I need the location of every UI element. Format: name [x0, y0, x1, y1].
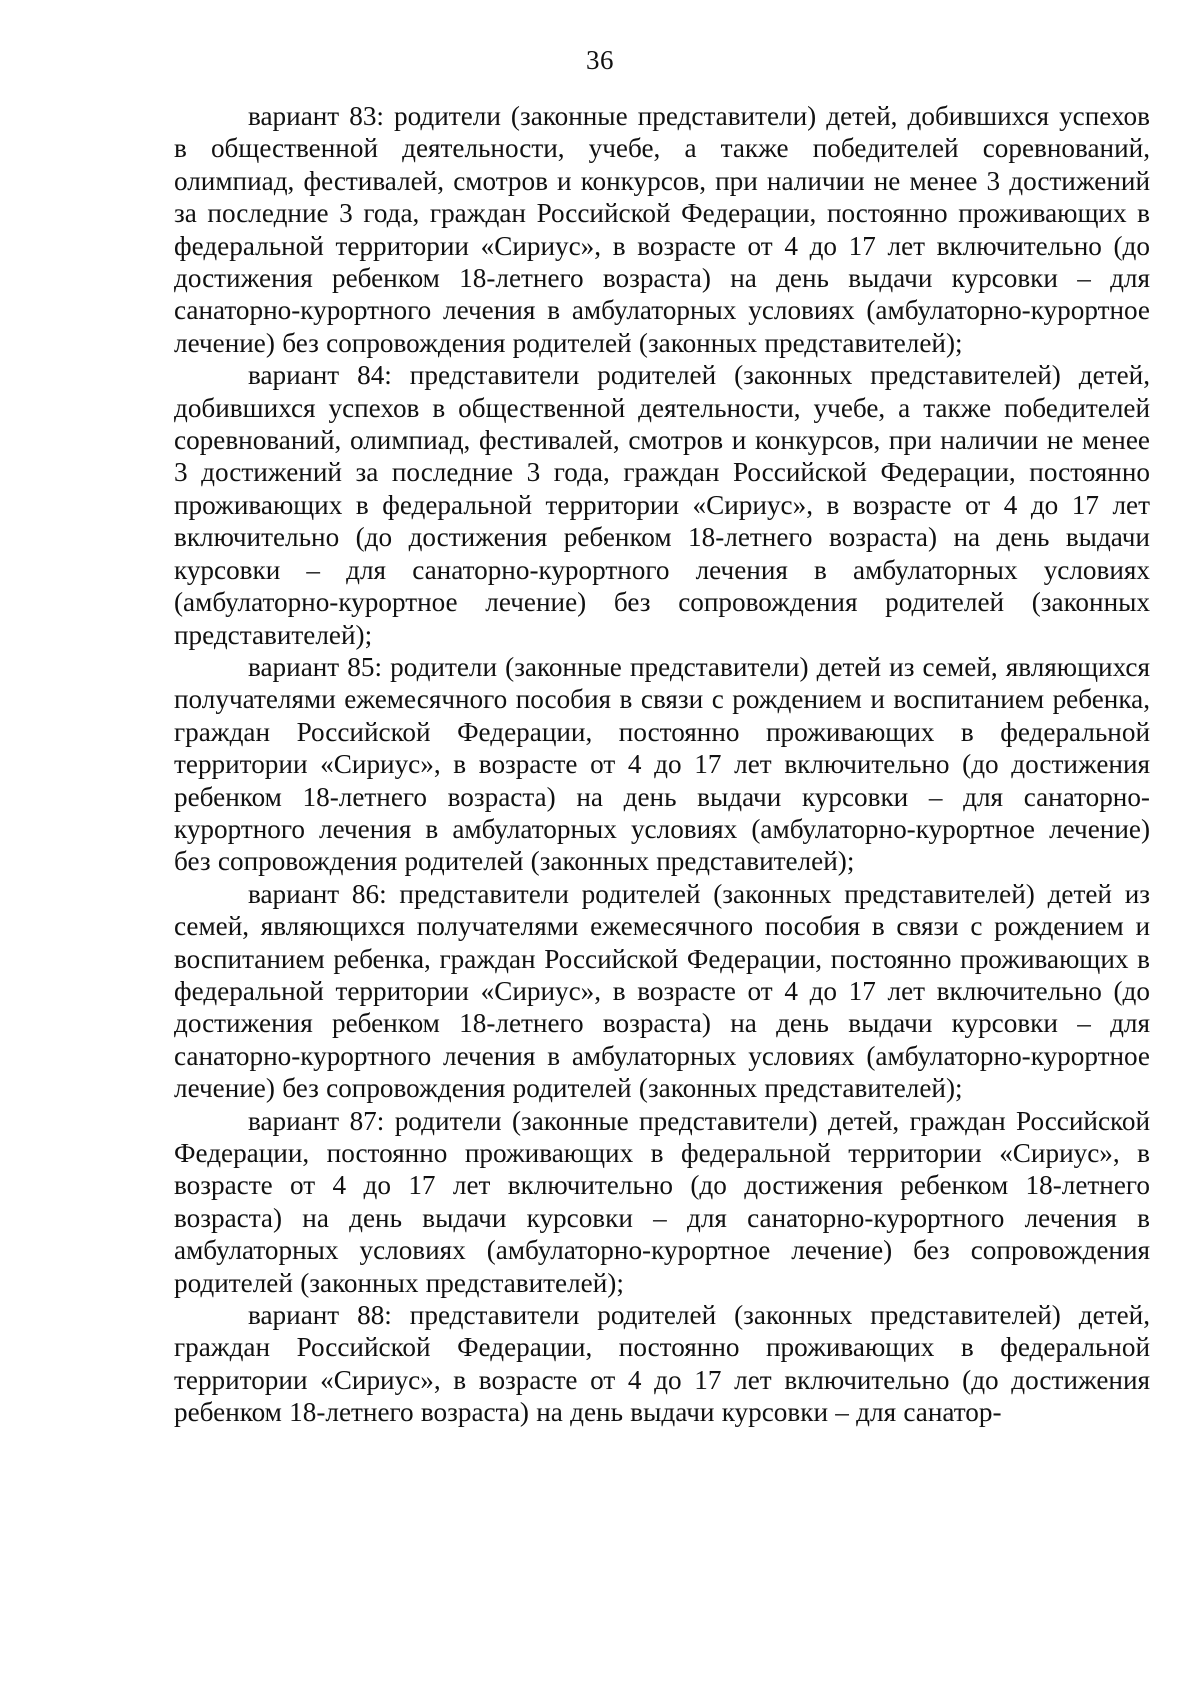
- paragraph-variant-87: вариант 87: родители (законные представители) детей, граждан Российской Федерации, постоянно проживающих в федеральной территории «Сириус», в возрасте от 4 до 17 лет включительно (до достижения ребенком 18-летнего возраста) на день выдачи курсовки – для санаторно-курортного лечения в амбулаторных условиях (амбулаторно-курортное лечение) без сопровождения родителей (законных представителей);: [174, 1105, 1150, 1298]
- paragraph-variant-86: вариант 86: представители родителей (законных представителей) детей из семей, являющихся получателями ежемесячного пособия в связи с рождением и воспитанием ребенка, граждан Российской Федерации, постоянно проживающих в федеральной территории «Сириус», в возрасте от 4 до 17 лет включительно (до достижения ребенком 18-летнего возраста) на день выдачи курсовки – для санаторно-курортного лечения в амбулаторных условиях (амбулаторно-курортное лечение) без сопровождения родителей (законных представителей);: [174, 878, 1150, 1104]
- paragraph-variant-85: вариант 85: родители (законные представители) детей из семей, являющихся получателями ежемесячного пособия в связи с рождением и воспитанием ребенка, граждан Российской Федерации, постоянно проживающих в федеральной территории «Сириус», в возрасте от 4 до 17 лет включительно (до достижения ребенком 18-летнего возраста) на день выдачи курсовки – для санаторно-курортного лечения в амбулаторных условиях (амбулаторно-курортное лечение) без сопровождения родителей (законных представителей);: [174, 651, 1150, 877]
- paragraph-variant-84: вариант 84: представители родителей (законных представителей) детей, добившихся успехов в общественной деятельности, учебе, а также победителей соревнований, олимпиад, фестивалей, смотров и конкурсов, при наличии не менее 3 достижений за последние 3 года, граждан Российской Федерации, постоянно проживающих в федеральной территории «Сириус», в возрасте от 4 до 17 лет включительно (до достижения ребенком 18-летнего возраста) на день выдачи курсовки – для санаторно-курортного лечения в амбулаторных условиях (амбулаторно-курортное лечение) без сопровождения родителей (законных представителей);: [174, 360, 1150, 650]
- paragraph-variant-88: вариант 88: представители родителей (законных представителей) детей, граждан Российской Федерации, постоянно проживающих в федеральной территории «Сириус», в возрасте от 4 до 17 лет включительно (до достижения ребенком 18-летнего возраста) на день выдачи курсовки – для санатор-: [174, 1300, 1150, 1428]
- document-body: [174, 100, 1150, 1429]
- paragraph-variant-83: вариант 83: родители (законные представители) детей, добившихся успехов в общественной деятельности, учебе, а также победителей соревнований, олимпиад, фестивалей, смотров и конкурсов, при наличии не менее 3 достижений за последние 3 года, граждан Российской Федерации, постоянно проживающих в федеральной территории «Сириус», в возрасте от 4 до 17 лет включительно (до достижения ребенком 18-летнего возраста) на день выдачи курсовки – для санаторно-курортного лечения в амбулаторных условиях (амбулаторно-курортное лечение) без сопровождения родителей (законных представителей);: [174, 101, 1150, 358]
- page-number: 36: [586, 45, 614, 75]
